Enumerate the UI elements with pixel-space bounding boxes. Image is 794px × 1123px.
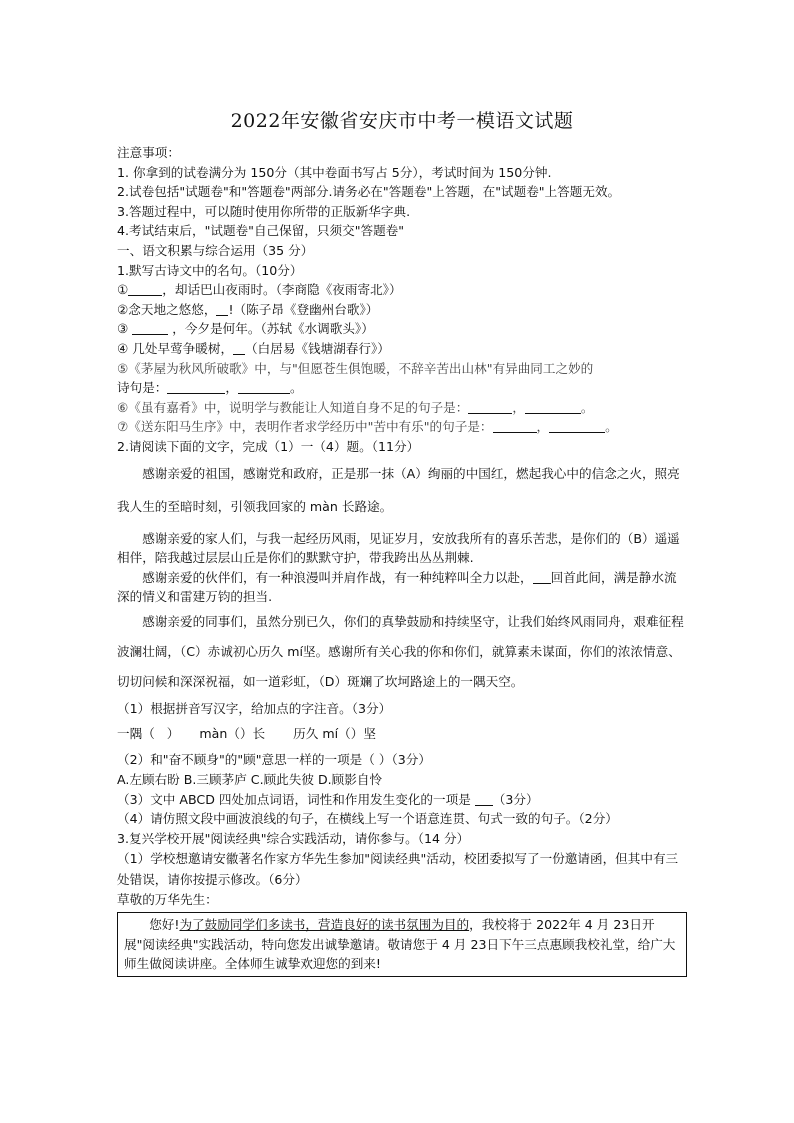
notice-heading: 注意事项： — [117, 145, 180, 160]
sub-question-2: （2）和"奋不顾身"的"顾"意思一样的一项是（ ）（3分） — [117, 752, 431, 768]
text: ⑦《送东阳马生序》中，表明作者求学经历中"苦中有乐"的句子是： — [117, 419, 493, 435]
text: 。 — [580, 399, 594, 415]
sub-question-1: （1）根据拼音写汉字，给加点的字注音。（3分） — [117, 700, 392, 716]
text: ②念天地之悠悠， — [117, 301, 217, 317]
notice-item: 2.试卷包括"试题卷"和"答题卷"两部分.请务必在"答题卷"上答题，在"试题卷"上答题无效。 — [117, 184, 621, 200]
text: ，却话巴山夜雨时。（李商隐《夜雨寄北》） — [162, 282, 402, 298]
poem-line-6 — [117, 398, 687, 418]
poem-line-5b — [117, 378, 687, 398]
sub-question-2-options: A.左顾右盼 B.三顾茅庐 C.顾此失彼 D.顾影自怜 — [117, 772, 383, 788]
text: （3）文中 ABCD 四处加点词语，词性和作用发生变化的一项是 — [117, 791, 475, 807]
text: 。 — [605, 419, 618, 435]
letter-body — [124, 915, 682, 974]
answer-blank[interactable] — [533, 571, 551, 584]
text: !（陈子昂《登幽州台歌》） — [228, 301, 379, 317]
poem-line-3 — [117, 319, 687, 339]
text: ， — [225, 380, 238, 396]
answer-blank[interactable] — [132, 322, 168, 335]
poem-line-1 — [117, 280, 687, 300]
notice-item: 3.答题过程中，可以随时使用你所带的正版新华字典. — [117, 203, 411, 219]
answer-blank[interactable] — [493, 420, 537, 433]
answer-blank[interactable] — [475, 793, 493, 806]
invitation-letter-box — [117, 912, 687, 977]
text: 您好! — [149, 917, 180, 933]
page-title: 2022年安徽省安庆市中考一模语文试题 — [230, 110, 574, 132]
text: ，我校将于 2022年 4 月 23日开展"阅读经典"实践活动，特向您发出诚挚邀请。敬请您于 4 月 23日下午三点惠顾我校礼堂，给广大师生做阅读讲座。全体师生诚挚欢迎您的到来! — [124, 917, 676, 972]
text: ③ — [117, 321, 133, 337]
reading-paragraph-1: 感谢亲爱的祖国，感谢党和政府，正是那一抹（A）绚丽的中国红，燃起我心中的信念之火，照亮我人生的至暗时刻，引领我回家的 màn 长路途。 — [117, 465, 680, 514]
answer-blank[interactable] — [525, 401, 581, 414]
notice-item: 1. 你拿到的试卷满分为 150分（其中卷面书写占 5分），考试时间为 150分钟. — [117, 164, 552, 180]
text: ， — [512, 399, 525, 415]
question-stem: 1.默写古诗文中的名句。（10分） — [117, 262, 303, 278]
text: 诗句是： — [117, 380, 168, 396]
text: ， — [536, 419, 550, 435]
poem-line-7 — [117, 417, 687, 437]
text: ① — [117, 282, 129, 298]
answer-blank[interactable] — [233, 342, 245, 355]
answer-blank[interactable] — [238, 381, 290, 394]
poem-line-5: ⑤《茅屋为秋风所破歌》中，与"但愿苍生俱饱暖，不辞辛苦出山林"有异曲同工之妙的 — [117, 360, 594, 376]
answer-blank[interactable] — [468, 401, 512, 414]
text: 。 — [289, 380, 303, 396]
question-stem: 3.复兴学校开展"阅读经典"综合实践活动，请你参与。（14 分） — [117, 830, 470, 846]
text: ，今夕是何年。（苏轼《水调歌头》） — [168, 321, 374, 337]
text: 回首此间，满是静水流深的情义和雷建万钧的担当. — [117, 569, 677, 605]
sub-question-1: （1）学校想邀请安徽著名作家方华先生参加"阅读经典"活动，校团委拟写了一份邀请函，但其中有三处错误，请你按提示修改。（6分） — [117, 851, 679, 888]
reading-paragraph-2: 感谢亲爱的家人们，与我一起经历风雨，见证岁月，安放我所有的喜乐苦悲，是你们的（B）遥遥相伴，陪我越过层层山丘是你们的默默守护，带我跨出丛丛荆棘. — [117, 530, 680, 566]
letter-greeting: 草敬的万华先生： — [117, 892, 218, 908]
notice-item: 4.考试结束后，"试题卷"自己保留，只须交"答题卷" — [117, 223, 405, 239]
answer-blank[interactable] — [167, 381, 225, 394]
underlined-text: 为了鼓励同学们多读书，营造良好的读书氛围为目的 — [179, 917, 470, 933]
section-heading: 一、语文积累与综合运用（35 分） — [117, 242, 314, 258]
text: ⑥《虽有嘉肴》中，说明学与教能让人知道自身不足的句子是： — [117, 399, 469, 415]
text: 感谢亲爱的伙伴们，有一种浪漫叫并肩作战，有一种纯粹叫全力以赴， — [142, 569, 533, 585]
exam-page — [117, 100, 687, 977]
poem-line-2 — [117, 300, 687, 320]
text: ④ 几处早莺争暖树， — [117, 340, 234, 356]
sub-question-1-answers: 一隅（ ） màn（）长 历久 mí（）坚 — [117, 726, 376, 742]
answer-blank[interactable] — [128, 283, 162, 296]
reading-paragraph-3 — [117, 568, 687, 607]
answer-blank[interactable] — [549, 420, 605, 433]
sub-question-4: （4）请仿照文段中画波浪线的句子，在横线上写一个语意连贯、句式一致的句子。（2分） — [117, 811, 618, 827]
poem-line-4 — [117, 339, 687, 359]
reading-paragraph-4: 感谢亲爱的同事们，虽然分别已久，你们的真挚鼓励和持续坚守，让我们始终风雨同舟，艰难征程波澜壮阔，（C）赤诚初心历久 mí坚。感谢所有关心我的你和你们，就算素未谋面，你们的浓浓情意、切切问候和深深祝福，如一道彩虹，（D）斑斓了坎坷路途上的一隅天空。 — [117, 613, 684, 689]
question-stem: 2.请阅读下面的文字，完成（1）一（4）题。（11分） — [117, 438, 420, 454]
answer-blank[interactable] — [216, 303, 228, 316]
sub-question-3 — [117, 790, 687, 810]
text: （3分） — [492, 791, 539, 807]
text: （白居易《钱塘湖春行》） — [245, 340, 390, 356]
